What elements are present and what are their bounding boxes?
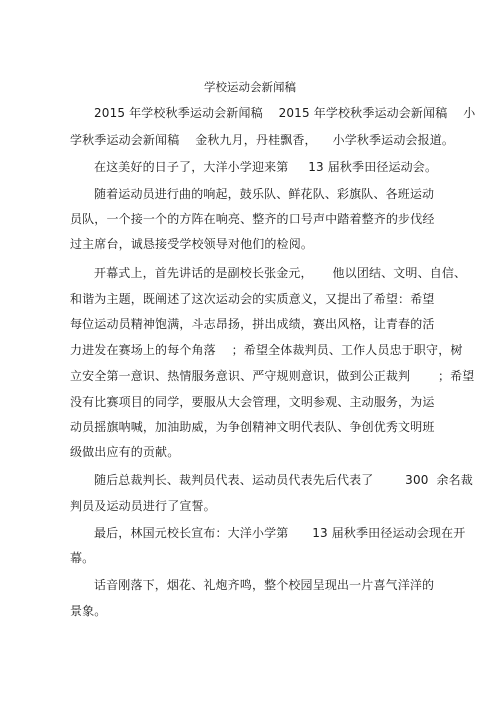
- body-line: 力进发在赛场上的每个角落 ；希望全体裁判员、工作人员忠于职守，树: [70, 343, 463, 357]
- body-line: 动员摇旗呐喊，加油助威，为争创精神文明代表队、争创优秀文明班: [70, 420, 435, 434]
- body-line: 员队，一个接一个的方阵在响亮、整齐的口号声中踏着整齐的步伐经: [70, 212, 435, 226]
- body-line: 学秋季运动会新闻稿 金秋九月，丹桂飘香， 小学秋季运动会报道。: [70, 133, 455, 147]
- body-line: 在这美好的日子了，大洋小学迎来第 13 届秋季田径运动会。: [94, 160, 438, 174]
- body-line: 和谐为主题，既阐述了这次运动会的实质意义，又提出了希望：希望: [70, 292, 435, 306]
- body-line: 话音刚落下，烟花、礼炮齐鸣，整个校园呈现出一片喜气洋洋的: [94, 578, 435, 592]
- body-line: 判员及运动员进行了宣誓。: [70, 499, 216, 513]
- body-line: 每位运动员精神饱满，斗志昂扬，拼出成绩，赛出风格，让青春的活: [70, 317, 435, 331]
- body-line: 景象。: [70, 604, 107, 618]
- body-line: 随着运动员进行曲的响起，鼓乐队、鲜花队、彩旗队、各班运动: [94, 187, 435, 201]
- body-line: 2015 年学校秋季运动会新闻稿 2015 年学校秋季运动会新闻稿 小: [94, 106, 476, 120]
- body-line: 随后总裁判长、裁判员代表、运动员代表先后代表了 300 余名裁: [94, 473, 473, 487]
- body-line: 立安全第一意识、热情服务意识、严守规则意识，做到公正裁判 ；希望: [70, 369, 475, 383]
- body-line: 幕。: [70, 551, 95, 565]
- body-line: 级做出应有的贡献。: [70, 445, 180, 459]
- body-line: 开幕式上，首先讲话的是副校长张金元， 他以团结、文明、自信、: [94, 266, 467, 280]
- body-line: 过主席台，诚恳接受学校领导对他们的检阅。: [70, 237, 314, 251]
- body-line: 没有比赛项目的同学，要服从大会管理，文明参观、主动服务，为运: [70, 395, 435, 409]
- document-title: 学校运动会新闻稿: [204, 80, 296, 94]
- body-line: 最后，林国元校长宣布：大洋小学第 13 届秋季田径运动会现在开: [94, 526, 466, 540]
